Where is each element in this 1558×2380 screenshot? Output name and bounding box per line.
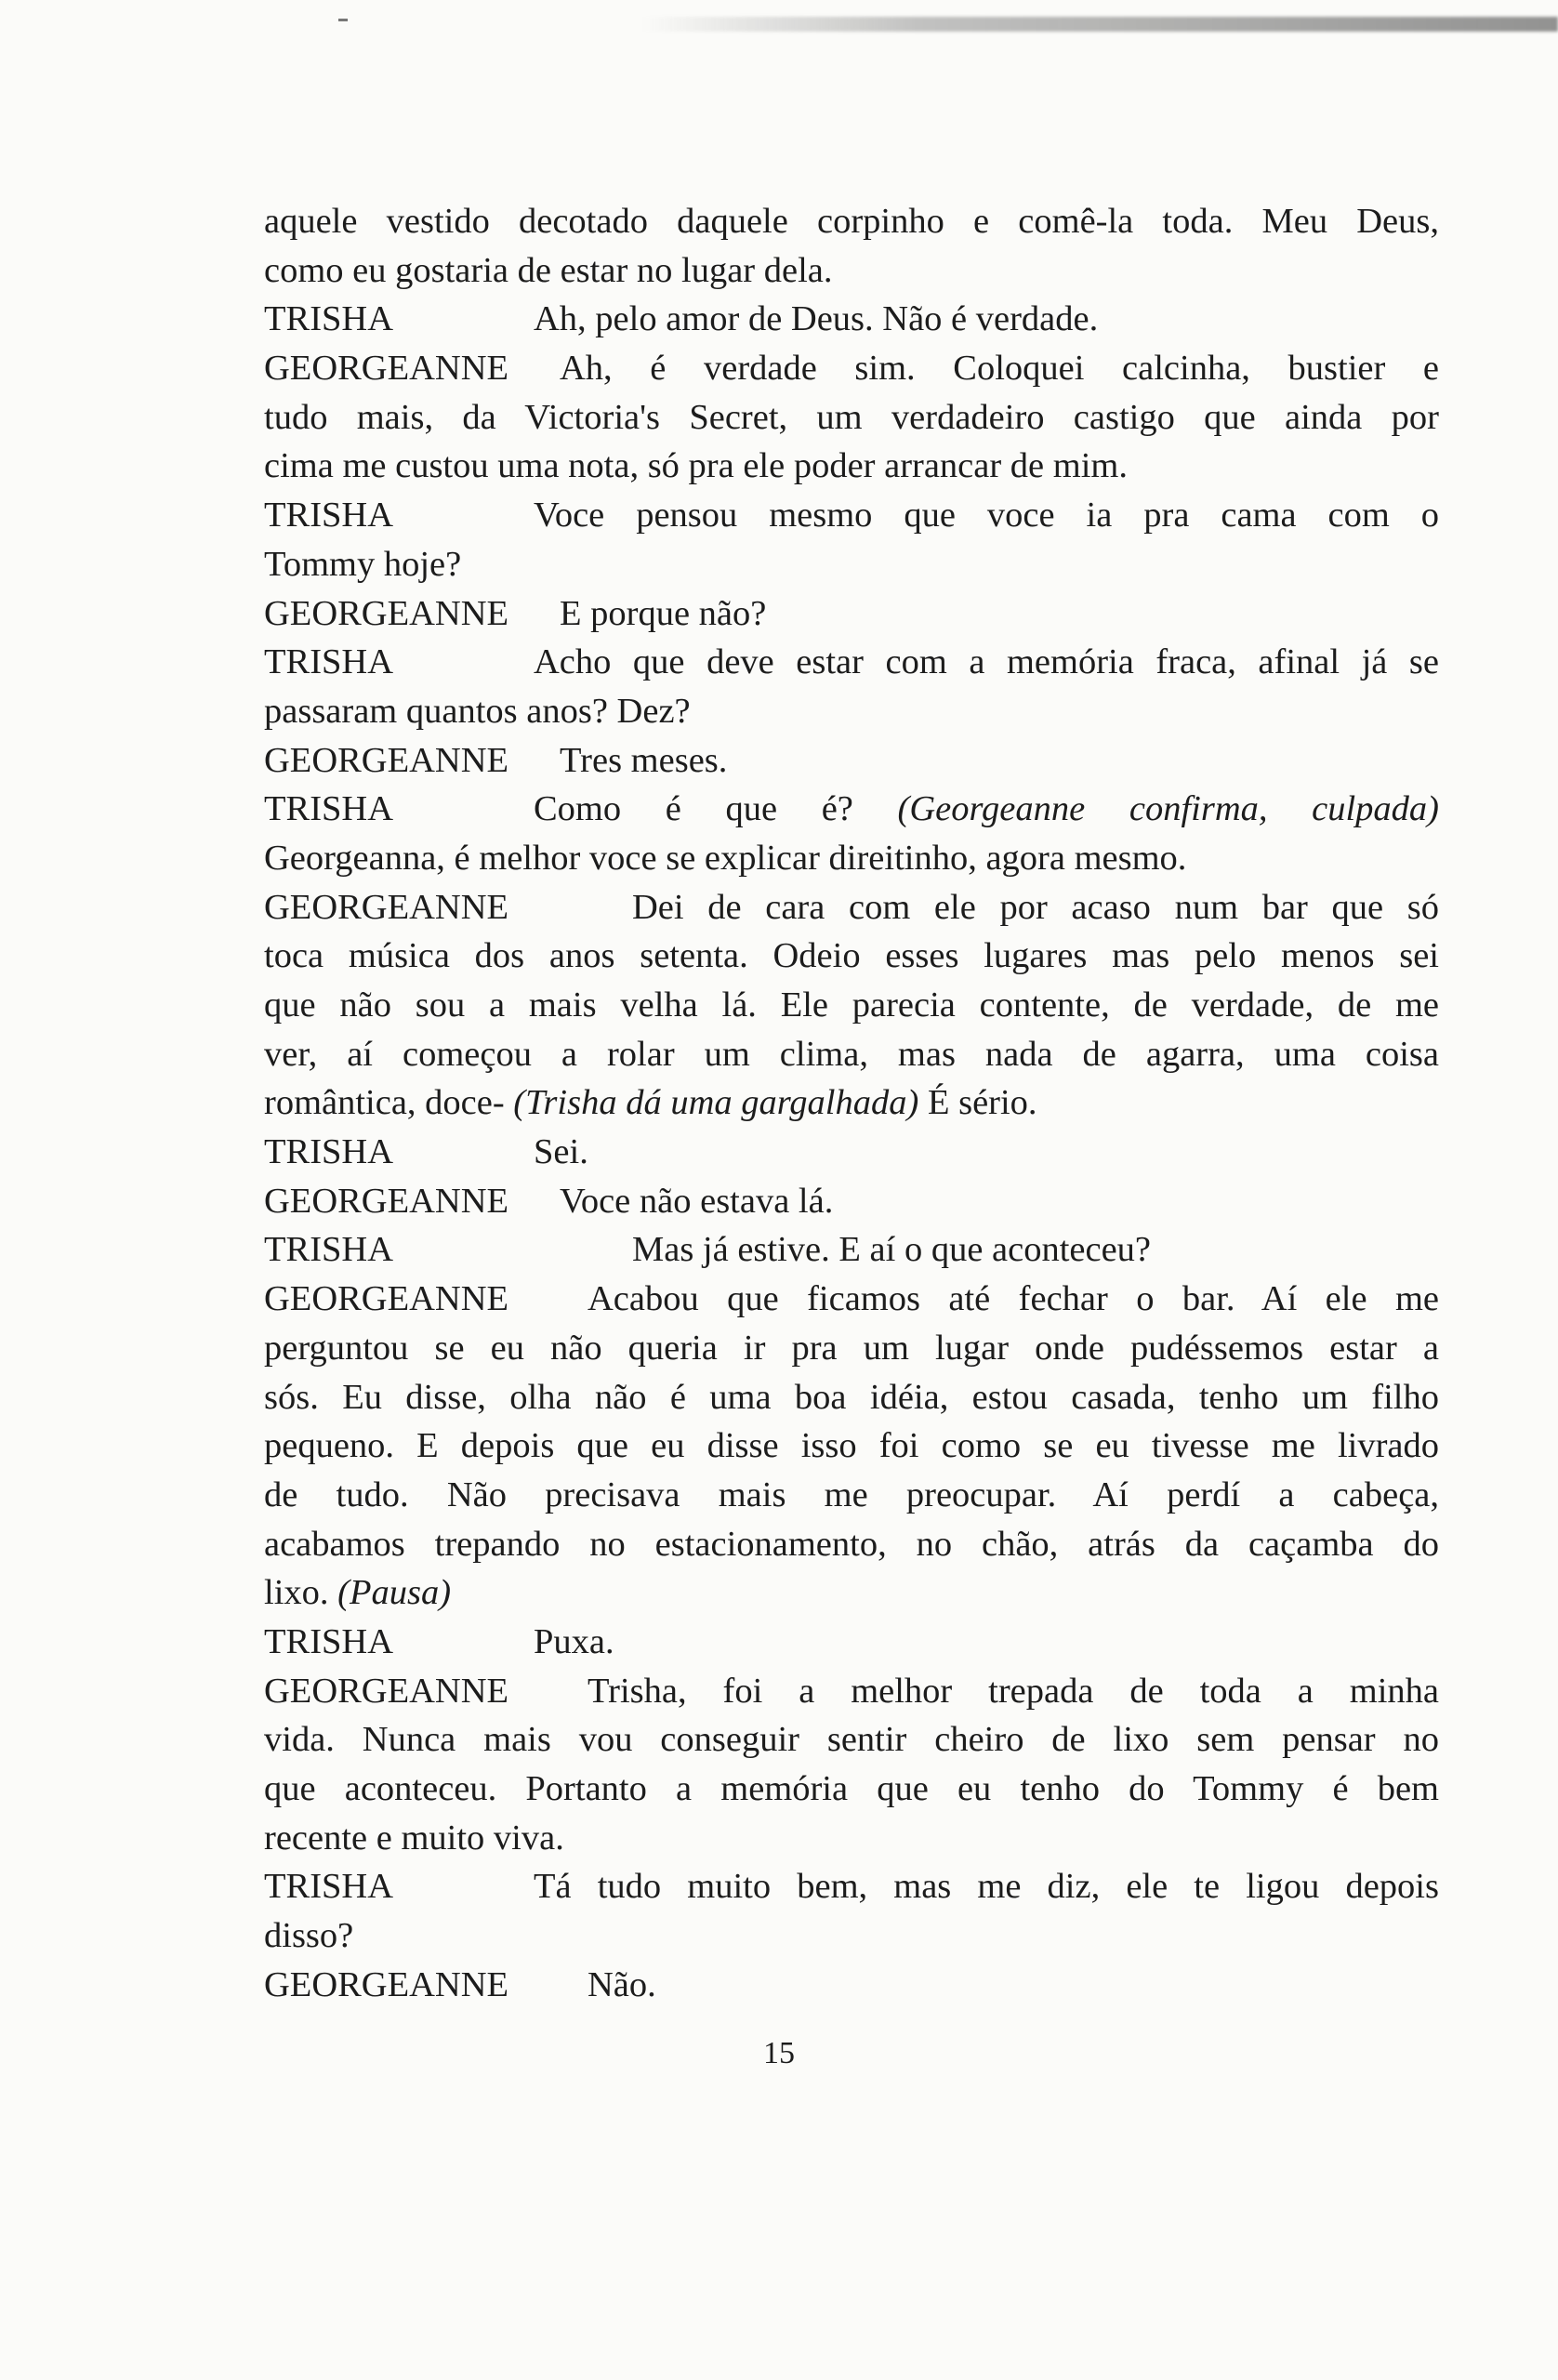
dialogue-line: [264, 344, 1439, 393]
line-text: Dei de cara com ele por acaso num bar que só: [632, 887, 1439, 927]
line-text: sós. Eu disse, olha não é uma boa idéia, estou casada, tenho um filho: [264, 1377, 1439, 1417]
dialogue-line: [264, 1862, 1439, 1911]
speaker-name: GEORGEANNE: [264, 740, 509, 780]
line-text: Não.: [588, 1964, 656, 2004]
line-text: cima me custou uma nota, só pra ele poder arrancar de mim.: [264, 446, 1128, 486]
dialogue-line: [264, 1618, 1439, 1667]
line-text: aquele vestido decotado daquele corpinho e comê-la toda. Meu Deus,: [264, 202, 1439, 241]
speaker-name: TRISHA: [264, 1867, 394, 1907]
dialogue-line: [264, 1030, 1439, 1079]
speaker-name: GEORGEANNE: [264, 1964, 509, 2004]
dialogue-line: [264, 1177, 1439, 1226]
line-text: que aconteceu. Portanto a memória que eu tenho do Tommy é bem: [264, 1769, 1439, 1808]
dialogue-line: [264, 785, 1439, 834]
line-text: lixo.: [264, 1573, 329, 1613]
dialogue-line: [264, 638, 1439, 687]
dialogue-line: [264, 1275, 1439, 1324]
line-text: Ah, é verdade sim. Coloquei calcinha, bustier e: [560, 349, 1439, 389]
line-text: disso?: [264, 1916, 354, 1956]
dialogue-line: [264, 1128, 1439, 1177]
dialogue-line: [264, 1225, 1439, 1275]
line-text: vida. Nunca mais vou conseguir sentir cheiro de lixo sem pensar no: [264, 1720, 1439, 1760]
line-text: romântica, doce-: [264, 1083, 505, 1123]
line-text: Sei.: [534, 1132, 588, 1172]
scan-edge-shadow: [641, 17, 1558, 32]
line-text: Tommy hoje?: [264, 544, 462, 584]
dialogue-line: [264, 1715, 1439, 1765]
speaker-name: TRISHA: [264, 496, 394, 536]
line-text: Acabou que ficamos até fechar o bar. Aí ele me: [588, 1279, 1439, 1319]
speaker-name: GEORGEANNE: [264, 1279, 509, 1319]
line-text: recente e muito viva.: [264, 1818, 564, 1858]
line-text: acabamos trepando no estacionamento, no chão, atrás da caçamba do: [264, 1524, 1439, 1564]
line-text-after: É sério.: [927, 1083, 1037, 1123]
speaker-name: GEORGEANNE: [264, 887, 509, 927]
dialogue-line: [264, 1667, 1439, 1716]
dialogue-line: [264, 442, 1439, 491]
line-text: toca música dos anos setenta. Odeio esses lugares mas pelo menos sei: [264, 936, 1439, 976]
speaker-name: TRISHA: [264, 1230, 394, 1270]
dialogue-line: [264, 1765, 1439, 1814]
scan-mark: [338, 19, 348, 21]
dialogue-line: [264, 1568, 1439, 1618]
dialogue-line: [264, 295, 1439, 344]
speaker-name: TRISHA: [264, 1621, 394, 1661]
line-text: Tá tudo muito bem, mas me diz, ele te ligou depois: [534, 1867, 1439, 1907]
stage-direction: (Pausa): [337, 1573, 452, 1613]
dialogue-line: [264, 1421, 1439, 1471]
speaker-name: TRISHA: [264, 642, 394, 682]
line-text: Acho que deve estar com a memória fraca, afinal já se: [534, 642, 1439, 682]
dialogue-line: [264, 883, 1439, 932]
line-text: Ah, pelo amor de Deus. Não é verdade.: [534, 299, 1099, 339]
dialogue-line: [264, 736, 1439, 786]
line-text: de tudo. Não precisava mais me preocupar. Aí perdí a cabeça,: [264, 1474, 1439, 1514]
dialogue-line: [264, 540, 1439, 589]
stage-direction: (Trisha dá uma gargalhada): [513, 1083, 919, 1123]
line-text: ver, aí começou a rolar um clima, mas nada de agarra, uma coisa: [264, 1034, 1439, 1074]
dialogue-line: [264, 197, 1439, 246]
line-text: Puxa.: [534, 1621, 614, 1661]
speaker-name: GEORGEANNE: [264, 1181, 509, 1221]
line-text: Como é que é?: [534, 789, 853, 829]
dialogue-line: [264, 834, 1439, 883]
line-text: pequeno. E depois que eu disse isso foi como se eu tivesse me livrado: [264, 1426, 1439, 1466]
speaker-name: GEORGEANNE: [264, 349, 509, 389]
line-text: que não sou a mais velha lá. Ele parecia contente, de verdade, de me: [264, 985, 1439, 1025]
dialogue-line: [264, 1324, 1439, 1373]
dialogue-line: [264, 491, 1439, 540]
dialogue-line: [264, 246, 1439, 296]
dialogue-line: [264, 393, 1439, 443]
speaker-name: TRISHA: [264, 1132, 394, 1172]
dialogue-line: [264, 589, 1439, 639]
line-text: Voce pensou mesmo que voce ia pra cama com o: [534, 496, 1439, 536]
line-text: tudo mais, da Victoria's Secret, um verdadeiro castigo que ainda por: [264, 397, 1439, 437]
line-text: E porque não?: [560, 593, 767, 633]
dialogue-line: [264, 1911, 1439, 1961]
dialogue-line: [264, 981, 1439, 1030]
page-number: 15: [763, 2036, 795, 2070]
dialogue-line: [264, 1078, 1439, 1128]
speaker-name: GEORGEANNE: [264, 1671, 509, 1711]
dialogue-line: [264, 932, 1439, 981]
dialogue-line: [264, 1373, 1439, 1422]
line-text: Voce não estava lá.: [560, 1181, 834, 1221]
line-text: como eu gostaria de estar no lugar dela.: [264, 250, 833, 290]
speaker-name: TRISHA: [264, 789, 394, 829]
line-text: Georgeanna, é melhor voce se explicar direitinho, agora mesmo.: [264, 838, 1187, 878]
script-page-body: [264, 197, 1439, 2009]
stage-direction: (Georgeanne confirma, culpada): [897, 789, 1439, 829]
speaker-name: GEORGEANNE: [264, 593, 509, 633]
line-text: Tres meses.: [560, 740, 728, 780]
speaker-name: TRISHA: [264, 299, 394, 339]
line-text: Trisha, foi a melhor trepada de toda a minha: [588, 1671, 1439, 1711]
line-text: Mas já estive. E aí o que aconteceu?: [632, 1230, 1152, 1270]
dialogue-line: [264, 1471, 1439, 1520]
dialogue-line: [264, 1520, 1439, 1569]
dialogue-line: [264, 1814, 1439, 1863]
line-text: perguntou se eu não queria ir pra um lugar onde pudéssemos estar a: [264, 1328, 1439, 1368]
dialogue-line: [264, 687, 1439, 736]
line-text: passaram quantos anos? Dez?: [264, 691, 691, 731]
dialogue-line: [264, 1961, 1439, 2010]
